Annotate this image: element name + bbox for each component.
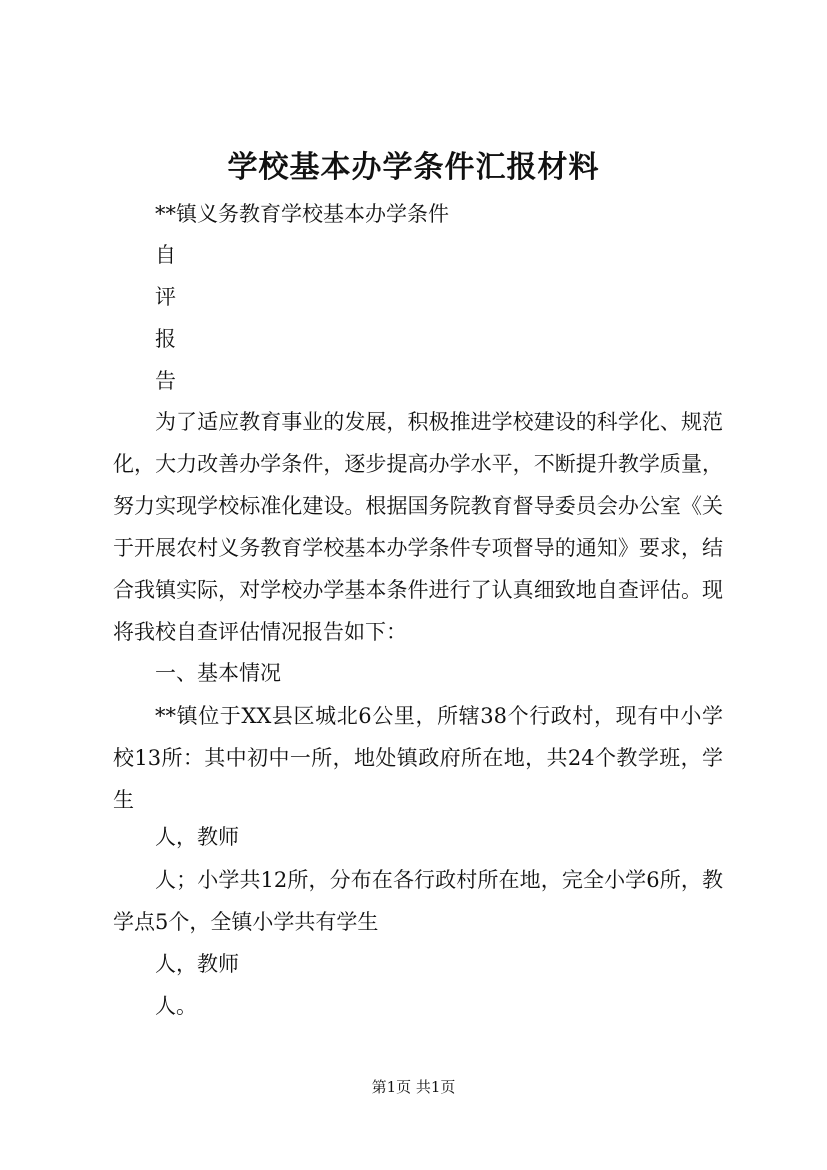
teachers-line-2: 人，教师 <box>155 952 239 976</box>
vertical-char-2: 评 <box>155 285 176 309</box>
ending-line: 人。 <box>155 994 197 1018</box>
intro-paragraph: 为了适应教育事业的发展，积极推进学校建设的科学化、规范化，大力改善办学条件，逐步提高办学水平，不断提升教学质量，努力实现学校标准化建设。根据国务院教育督导委员会办公室《关于开展农村义务教育学校基本办学条件专项督导的通知》要求，结合我镇实际，对学校办学基本条件进行了认真细致地自查评估。现将我校自查评估情况报告如下： <box>113 410 723 644</box>
vertical-char-4: 告 <box>155 369 176 393</box>
page-footer: 第1页 共1页 <box>371 1078 456 1096</box>
situation-paragraph: **镇位于XX县区城北6公里，所辖38个行政村，现有中小学校13所：其中初中一所，地处镇政府所在地，共24个教学班，学生 <box>113 704 723 812</box>
section-heading: 一、基本情况 <box>155 661 281 685</box>
primary-paragraph: 人；小学共12所，分布在各行政村所在地，完全小学6所，教学点5个，全镇小学共有学生 <box>113 868 723 934</box>
document-title: 学校基本办学条件汇报材料 <box>227 150 600 185</box>
vertical-char-1: 自 <box>155 243 176 267</box>
subtitle-line: **镇义务教育学校基本办学条件 <box>155 202 449 226</box>
teachers-line-1: 人，教师 <box>155 825 239 849</box>
vertical-char-3: 报 <box>155 327 176 351</box>
